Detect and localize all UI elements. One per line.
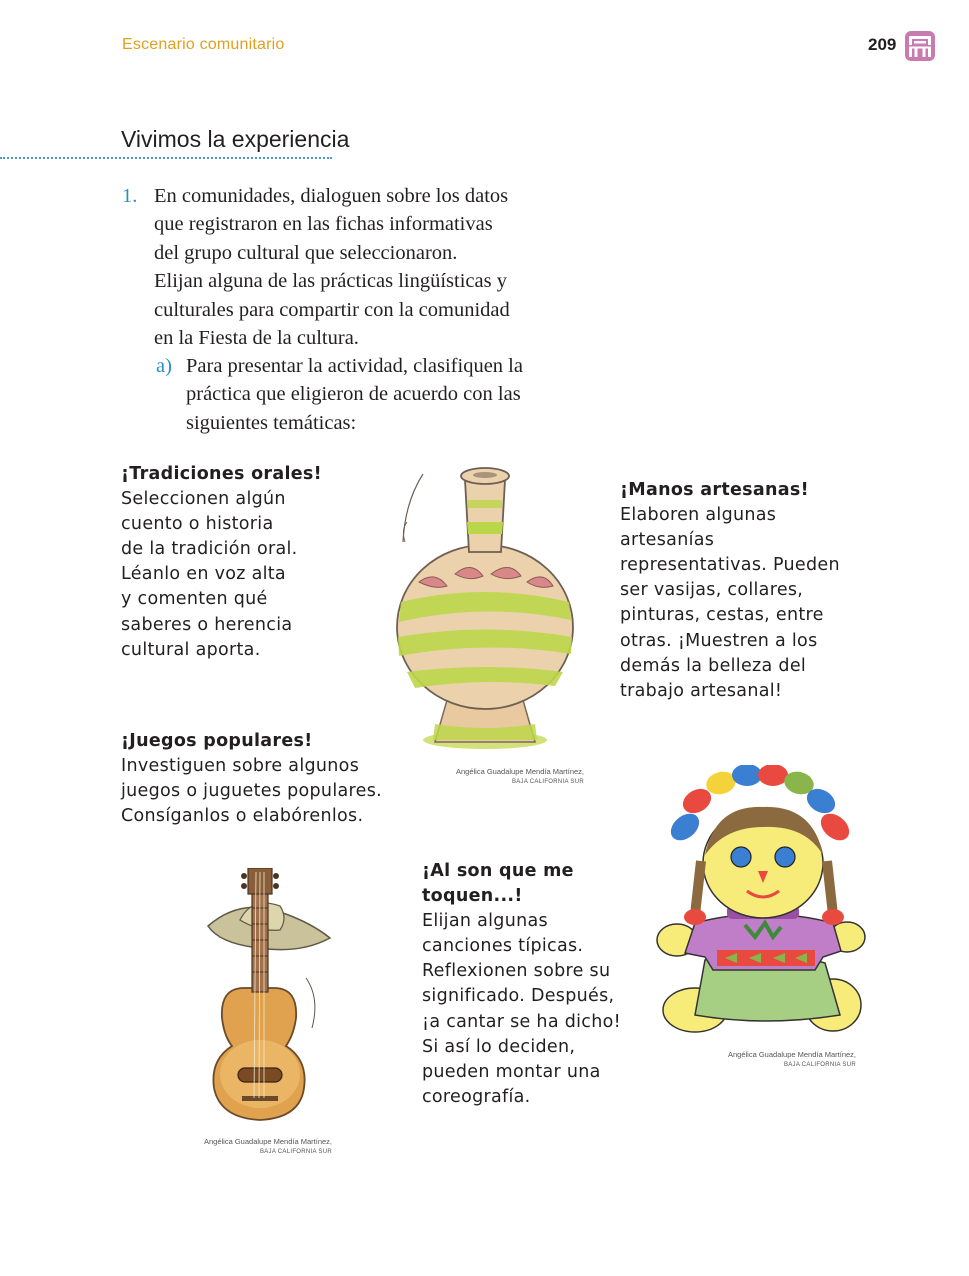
instruction-item-a <box>156 352 606 437</box>
theme-line: otras. ¡Muestren a los <box>620 630 818 651</box>
theme-line: cuento o historia <box>121 514 274 535</box>
theme-line: saberes o herencia <box>121 614 293 635</box>
rag-doll-illustration <box>655 765 870 1040</box>
theme-line: demás la belleza del <box>620 655 807 676</box>
theme-line: juegos o juguetes populares. <box>121 781 382 802</box>
theme-line: y comenten qué <box>121 589 268 610</box>
theme-line: coreografía. <box>422 1086 531 1107</box>
instruction-line: Para presentar la actividad, clasifiquen la <box>186 355 523 377</box>
theme-line: Investiguen sobre algunos <box>121 756 360 777</box>
theme-al-son <box>422 859 621 1110</box>
theme-line: Elaboren algunas <box>620 505 777 526</box>
fret-glyph-icon <box>905 31 935 61</box>
theme-line: Consíganlos o elabórenlos. <box>121 806 364 827</box>
section-title: Vivimos la experiencia <box>121 126 350 152</box>
page-number: 209 <box>868 35 897 54</box>
theme-manos-artesanas <box>620 478 840 704</box>
instruction-line: práctica que eligieron de acuerdo con las <box>186 383 521 406</box>
image-credit-doll <box>690 1049 856 1071</box>
credit-author: Angélica Guadalupe Mendía Martínez, <box>728 1050 856 1059</box>
image-credit-vase <box>420 766 584 788</box>
theme-juegos-populares <box>121 729 382 829</box>
theme-line: Reflexionen sobre su <box>422 961 611 982</box>
theme-line: Si así lo deciden, <box>422 1036 576 1057</box>
theme-line: ser vasijas, collares, <box>620 580 804 601</box>
theme-line: representativas. Pueden <box>620 555 840 576</box>
theme-line: pinturas, cestas, entre <box>620 605 824 626</box>
credit-place: BAJA CALIFORNIA SUR <box>783 1062 856 1068</box>
theme-tradiciones-orales <box>121 462 322 663</box>
credit-place: BAJA CALIFORNIA SUR <box>511 779 584 785</box>
instruction-item-1 <box>122 182 594 352</box>
section-divider <box>0 157 332 159</box>
theme-line: Elijan algunas <box>422 911 548 932</box>
instruction-line: en la Fiesta de la cultura. <box>154 327 359 350</box>
credit-author: Angélica Guadalupe Mendía Martínez, <box>456 767 584 776</box>
credit-author: Angélica Guadalupe Mendía Martínez, <box>204 1137 332 1146</box>
theme-line: canciones típicas. <box>422 936 584 957</box>
item-letter: a) <box>156 355 172 377</box>
section-header: Escenario comunitario <box>122 36 285 53</box>
theme-line: cultural aporta. <box>121 639 261 660</box>
theme-line: artesanías <box>620 530 715 551</box>
theme-line: pueden montar una <box>422 1061 601 1082</box>
theme-line: ¡a cantar se ha dicho! <box>422 1011 621 1032</box>
credit-place: BAJA CALIFORNIA SUR <box>259 1149 332 1155</box>
instruction-line: siguientes temáticas: <box>186 411 357 434</box>
theme-title: ¡Manos artesanas! <box>620 480 809 500</box>
theme-title: ¡Tradiciones orales! <box>121 464 322 484</box>
theme-line: Seleccionen algún <box>121 489 286 510</box>
item-number: 1. <box>122 185 138 207</box>
theme-line: Léanlo en voz alta <box>121 564 286 585</box>
instruction-line: del grupo cultural que seleccionaron. <box>154 241 458 264</box>
instruction-line: Elijan alguna de las prácticas lingüísticas y <box>154 270 507 293</box>
instruction-line: culturales para compartir con la comunidad <box>154 298 510 321</box>
theme-line: significado. Después, <box>422 986 615 1007</box>
theme-title: ¡Juegos populares! <box>121 731 313 751</box>
instruction-line: que registraron en las fichas informativas <box>154 213 493 236</box>
instruction-line: En comunidades, dialoguen sobre los datos <box>154 185 509 207</box>
theme-line: de la tradición oral. <box>121 539 298 560</box>
guitar-hat-illustration <box>180 868 340 1130</box>
theme-line: trabajo artesanal! <box>620 680 783 701</box>
theme-title-line: ¡Al son que me <box>422 861 574 881</box>
clay-vase-illustration <box>385 462 585 752</box>
theme-title-line: toquen...! <box>422 886 523 907</box>
image-credit-guitar <box>168 1136 332 1158</box>
